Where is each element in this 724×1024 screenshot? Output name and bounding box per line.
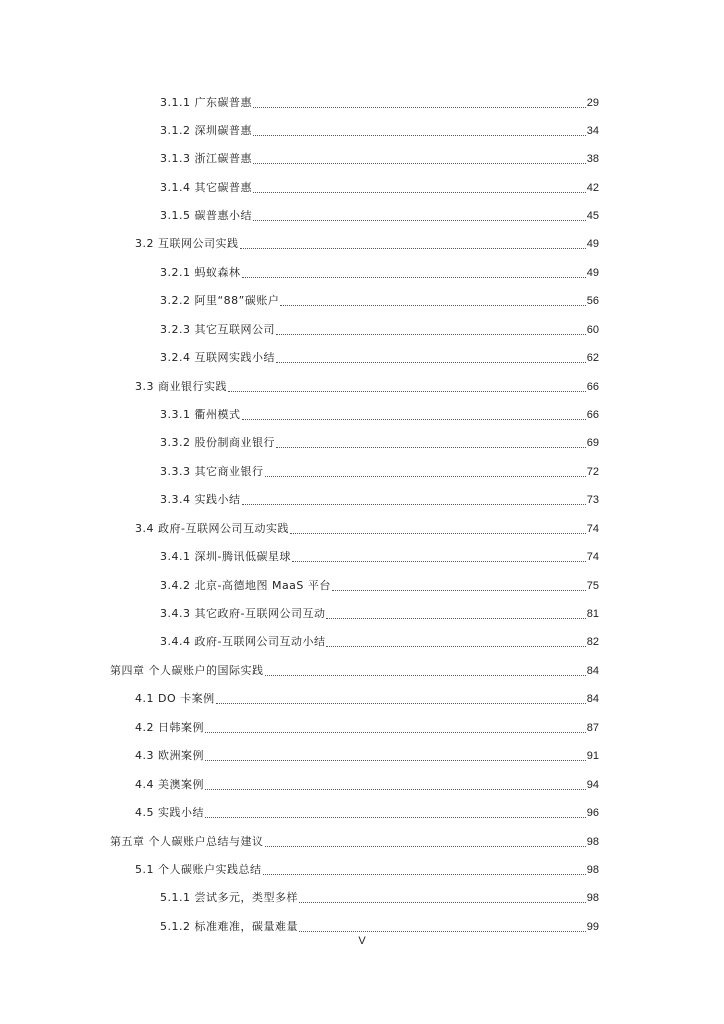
toc-entry-label: 3.2.4 互联网实践小结	[160, 351, 275, 364]
toc-entry-page: 49	[586, 267, 599, 279]
dot-leader	[228, 390, 586, 392]
toc-entry-label: 3.3.1 衢州模式	[160, 408, 241, 421]
toc-entry-label: 3.1.2 深圳碳普惠	[160, 124, 252, 137]
dot-leader	[205, 759, 586, 761]
dot-leader	[242, 276, 586, 278]
dot-leader	[253, 219, 586, 221]
toc-entry[interactable]	[160, 208, 599, 224]
dot-leader	[299, 901, 586, 903]
toc-entry[interactable]	[135, 748, 599, 764]
toc-entry-page: 91	[586, 750, 599, 762]
toc-entry-page: 99	[586, 921, 599, 933]
page-number: V	[358, 935, 366, 947]
toc-entry-label: 5.1.1 尝试多元，类型多样	[160, 891, 298, 904]
toc-entry[interactable]	[160, 492, 599, 508]
toc-entry-page: 45	[586, 210, 599, 222]
toc-entry-page: 66	[586, 409, 599, 421]
toc-entry[interactable]	[135, 691, 599, 707]
toc-entry-page: 49	[586, 238, 599, 250]
toc-entry-page: 98	[586, 864, 599, 876]
dot-leader	[265, 674, 586, 676]
toc-entry[interactable]	[160, 407, 599, 423]
toc-entry-label: 3.4 政府-互联网公司互动实践	[135, 522, 289, 535]
toc-entry[interactable]	[160, 151, 599, 167]
toc-entry-page: 73	[586, 494, 599, 506]
toc-entry-label: 3.3.2 股份制商业银行	[160, 436, 275, 449]
toc-entry[interactable]	[135, 379, 599, 395]
toc-entry[interactable]	[160, 549, 599, 565]
toc-entry-page: 94	[586, 779, 599, 791]
toc-entry[interactable]	[135, 521, 599, 537]
dot-leader	[290, 532, 586, 534]
toc-entry-label: 3.4.2 北京-高德地图 MaaS 平台	[160, 579, 331, 592]
dot-leader	[253, 134, 586, 136]
dot-leader	[263, 873, 586, 875]
toc-entry-page: 60	[586, 324, 599, 336]
dot-leader	[242, 503, 586, 505]
dot-leader	[205, 731, 586, 733]
toc-entry[interactable]	[160, 890, 599, 906]
toc-entry-label: 3.3.4 实践小结	[160, 493, 241, 506]
toc-entry-label: 3.2.1 蚂蚁森林	[160, 266, 241, 279]
dot-leader	[265, 475, 586, 477]
toc-entry-page: 98	[586, 836, 599, 848]
toc-chapter-entry[interactable]	[110, 663, 599, 679]
toc-entry-page: 87	[586, 722, 599, 734]
toc-entry[interactable]	[160, 322, 599, 338]
dot-leader	[253, 162, 586, 164]
toc-entry[interactable]	[135, 777, 599, 793]
toc-entry-label: 3.1.5 碳普惠小结	[160, 209, 252, 222]
toc-entry-label: 3.3.3 其它商业银行	[160, 465, 264, 478]
toc-entry-page: 56	[586, 295, 599, 307]
toc-entry[interactable]	[160, 180, 599, 196]
toc-entry-page: 74	[586, 523, 599, 535]
dot-leader	[276, 446, 586, 448]
toc-entry-label: 5.1.2 标准难准，碳量难量	[160, 920, 298, 933]
toc-chapter-entry[interactable]	[110, 834, 599, 850]
toc-entry[interactable]	[160, 606, 599, 622]
toc-entry-page: 72	[586, 466, 599, 478]
toc-entry-page: 66	[586, 381, 599, 393]
toc-entry-page: 69	[586, 437, 599, 449]
toc-entry-label: 4.4 美澳案例	[135, 778, 204, 791]
toc-entry[interactable]	[135, 862, 599, 878]
toc-entry-label: 3.4.4 政府-互联网公司互动小结	[160, 635, 326, 648]
dot-leader	[242, 418, 586, 420]
toc-entry-page: 62	[586, 352, 599, 364]
dot-leader	[280, 304, 585, 306]
toc-entry-page: 75	[586, 580, 599, 592]
toc-entry-label: 3.2.3 其它互联网公司	[160, 323, 275, 336]
toc-entry-page: 42	[586, 182, 599, 194]
toc-entry-label: 第五章 个人碳账户总结与建议	[110, 835, 264, 848]
toc-entry[interactable]	[160, 350, 599, 366]
dot-leader	[326, 617, 585, 619]
toc-entry[interactable]	[160, 634, 599, 650]
toc-entry-label: 3.4.1 深圳-腾讯低碳星球	[160, 550, 291, 563]
toc-entry[interactable]	[160, 578, 599, 594]
toc-entry-label: 3.2 互联网公司实践	[135, 237, 239, 250]
toc-entry-page: 81	[586, 608, 599, 620]
toc-entry-label: 第四章 个人碳账户的国际实践	[110, 664, 264, 677]
dot-leader	[253, 191, 586, 193]
toc-entry-label: 3.1.4 其它碳普惠	[160, 181, 252, 194]
toc-entry[interactable]	[160, 95, 599, 111]
toc-entry-label: 3.4.3 其它政府-互联网公司互动	[160, 607, 326, 620]
toc-entry-page: 82	[586, 636, 599, 648]
toc-entry-label: 4.2 日韩案例	[135, 721, 204, 734]
toc-entry[interactable]	[160, 265, 599, 281]
toc-entry-page: 98	[586, 892, 599, 904]
dot-leader	[292, 560, 586, 562]
toc-entry-page: 74	[586, 551, 599, 563]
toc-entry-page: 29	[586, 97, 599, 109]
toc-entry[interactable]	[135, 236, 599, 252]
toc-entry-page: 34	[586, 125, 599, 137]
toc-entry[interactable]	[160, 919, 599, 935]
dot-leader	[326, 645, 585, 647]
dot-leader	[216, 702, 586, 704]
toc-entry-label: 4.5 实践小结	[135, 806, 204, 819]
toc-entry-page: 96	[586, 807, 599, 819]
dot-leader	[240, 247, 586, 249]
toc-entry-page: 38	[586, 153, 599, 165]
toc-entry-label: 4.3 欧洲案例	[135, 749, 204, 762]
toc-entry[interactable]	[160, 435, 599, 451]
toc-entry-label: 3.1.3 浙江碳普惠	[160, 152, 252, 165]
dot-leader	[276, 333, 586, 335]
dot-leader	[299, 930, 586, 932]
toc-entry-label: 5.1 个人碳账户实践总结	[135, 863, 262, 876]
dot-leader	[205, 788, 586, 790]
toc-entry[interactable]	[135, 720, 599, 736]
toc-entry-label: 3.3 商业银行实践	[135, 380, 227, 393]
dot-leader	[265, 845, 586, 847]
toc-entry-label: 3.1.1 广东碳普惠	[160, 96, 252, 109]
dot-leader	[253, 106, 586, 108]
toc-entry-label: 3.2.2 阿里“88”碳账户	[160, 294, 280, 307]
toc-entry-label: 4.1 DO 卡案例	[135, 692, 215, 705]
dot-leader	[332, 589, 586, 591]
dot-leader	[276, 361, 586, 363]
toc-entry-page: 84	[586, 665, 599, 677]
dot-leader	[205, 816, 586, 818]
toc-entry[interactable]	[160, 123, 599, 139]
toc-entry[interactable]	[160, 464, 599, 480]
toc-entry[interactable]	[135, 805, 599, 821]
toc-entry-page: 84	[586, 693, 599, 705]
toc-entry[interactable]	[160, 293, 599, 309]
